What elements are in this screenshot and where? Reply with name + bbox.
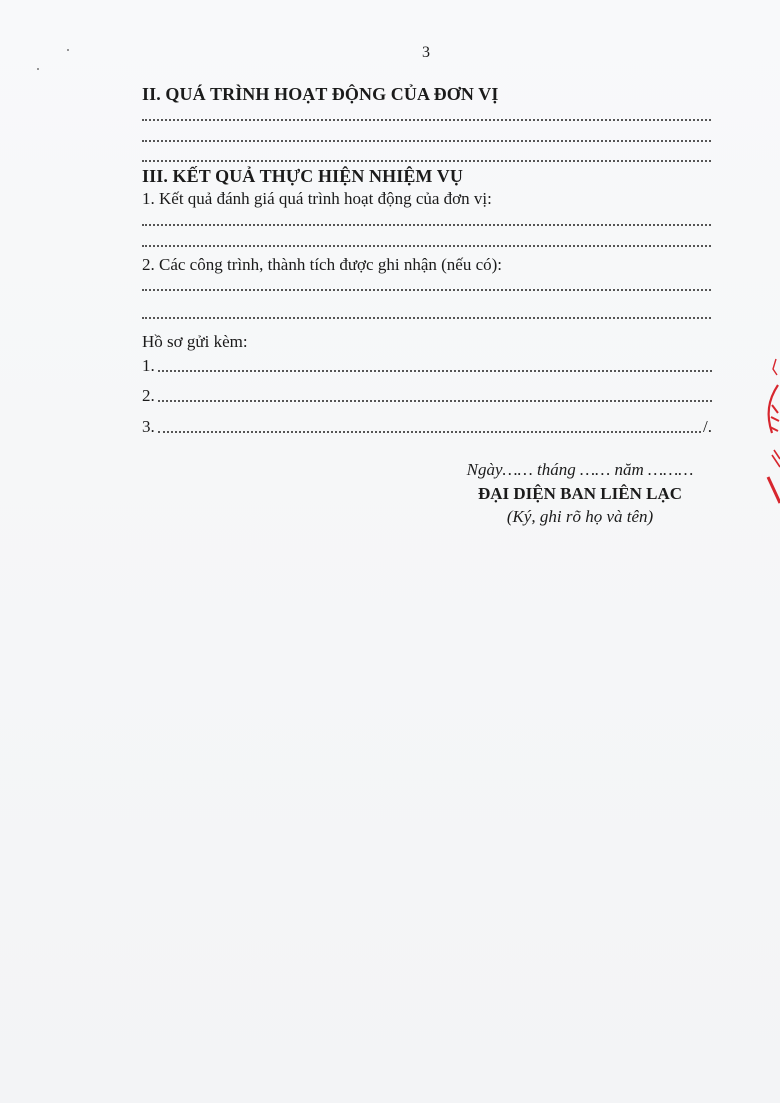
attachments-label: Hồ sơ gửi kèm: [142, 332, 248, 351]
attachment-number: 1. [142, 356, 155, 375]
attachment-number: 2. [142, 386, 155, 405]
dotted-line [158, 400, 712, 402]
result-item-1-label: 1. Kết quả đánh giá quá trình hoạt động của đơn vị: [142, 189, 492, 208]
representative-title: ĐẠI DIỆN BAN LIÊN LẠC [477, 484, 683, 503]
dotted-line [142, 245, 711, 247]
attachment-line-1 [142, 356, 712, 376]
section-3-heading: III. KẾT QUẢ THỰC HIỆN NHIỆM VỤ [142, 166, 463, 186]
section-2-heading: II. QUÁ TRÌNH HOẠT ĐỘNG CỦA ĐƠN VỊ [142, 84, 499, 104]
attachment-line-2 [142, 386, 712, 406]
dotted-line [142, 160, 711, 162]
dotted-line [142, 289, 711, 291]
dotted-line [142, 119, 711, 121]
stamp-stroke [770, 405, 779, 431]
stamp-stroke [769, 385, 778, 433]
stamp-stroke [773, 359, 777, 375]
end-mark: /. [703, 417, 712, 436]
attachment-number: 3. [142, 417, 155, 436]
scan-speck [37, 68, 39, 70]
dotted-line [142, 317, 711, 319]
result-item-2-label: 2. Các công trình, thành tích được ghi nhận (nếu có): [142, 255, 502, 274]
page-number: 3 [422, 44, 430, 61]
red-stamp-edge [762, 355, 780, 505]
signature-date-line: Ngày…… tháng …… năm ……… [466, 460, 694, 479]
attachment-line-3 [142, 417, 712, 437]
dotted-line [158, 431, 701, 433]
dotted-line [142, 224, 711, 226]
stamp-stroke [768, 477, 780, 503]
dotted-line [142, 140, 711, 142]
dotted-line [158, 370, 712, 372]
stamp-stroke [772, 450, 780, 467]
signature-instruction: (Ký, ghi rõ họ và tên) [506, 507, 654, 526]
